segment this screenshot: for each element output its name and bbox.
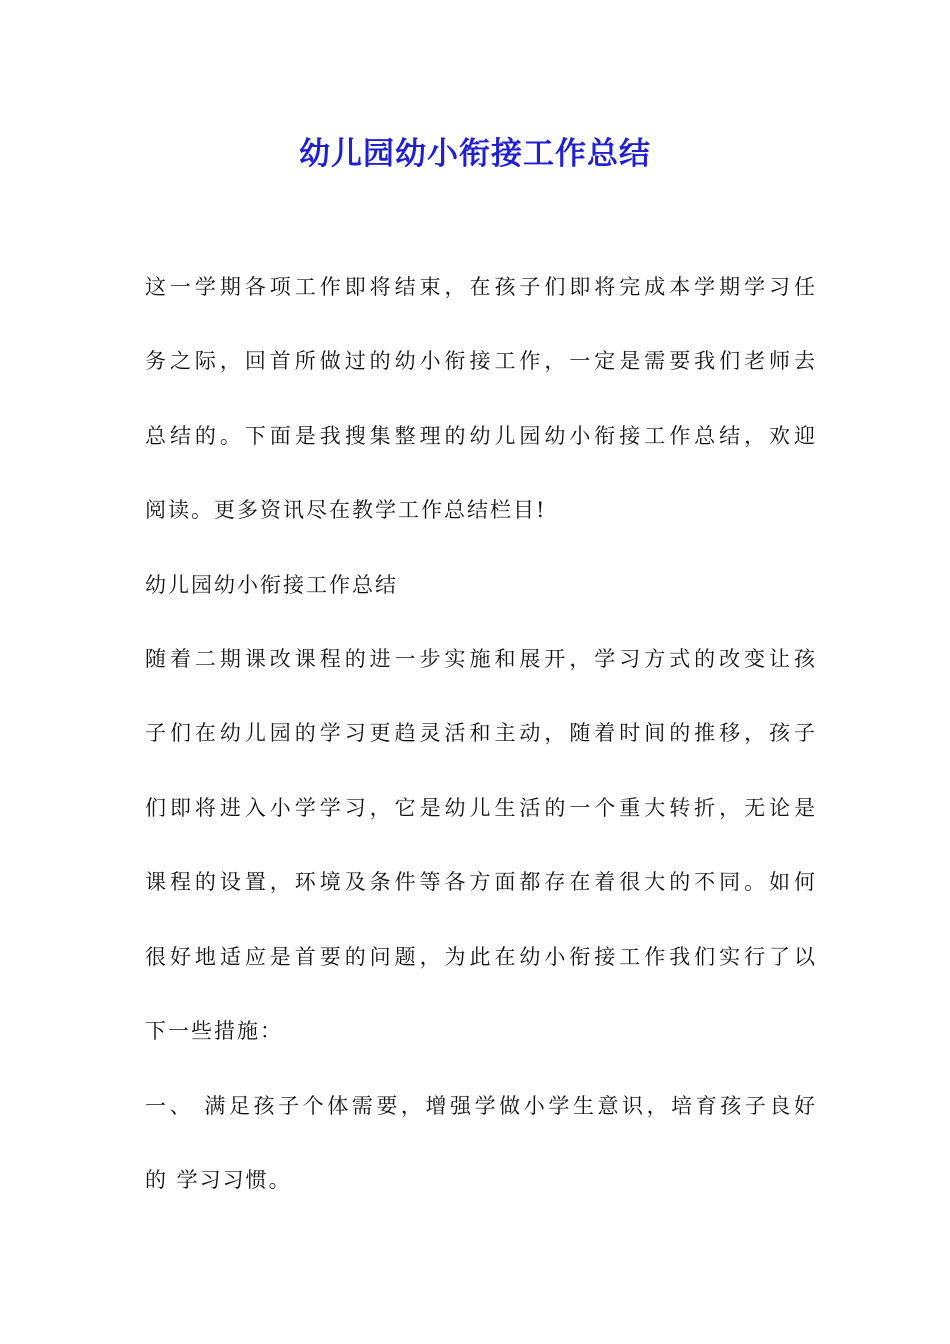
- paragraph-line: 下一些措施：: [145, 1019, 283, 1043]
- section-heading: 幼儿园幼小衔接工作总结: [145, 573, 398, 597]
- paragraph-line: 总结的。下面是我搜集整理的幼儿园幼小衔接工作总结，欢迎: [145, 424, 815, 448]
- paragraph-line: 这一学期各项工作即将结束，在孩子们即将完成本学期学习任: [145, 275, 815, 299]
- list-item-heading-continued: 的 学习习惯。: [145, 1168, 292, 1192]
- paragraph-line: 阅读。更多资讯尽在教学工作总结栏目!: [145, 498, 547, 522]
- paragraph-line: 务之际，回首所做过的幼小衔接工作，一定是需要我们老师去: [145, 349, 815, 373]
- paragraph-line: 随着二期课改课程的进一步实施和展开，学习方式的改变让孩: [145, 647, 815, 671]
- paragraph-line: 们即将进入小学学习，它是幼儿生活的一个重大转折，无论是: [145, 796, 815, 820]
- list-item-heading: 一、 满足孩子个体需要，增强学做小学生意识，培育孩子良好: [145, 1094, 815, 1118]
- document-title: 幼儿园幼小衔接工作总结: [299, 136, 651, 172]
- paragraph-line: 子们在幼儿园的学习更趋灵活和主动，随着时间的推移，孩子: [145, 721, 815, 745]
- paragraph-line: 很好地适应是首要的问题，为此在幼小衔接工作我们实行了以: [145, 945, 815, 969]
- paragraph-line: 课程的设置，环境及条件等各方面都存在着很大的不同。如何: [145, 870, 815, 894]
